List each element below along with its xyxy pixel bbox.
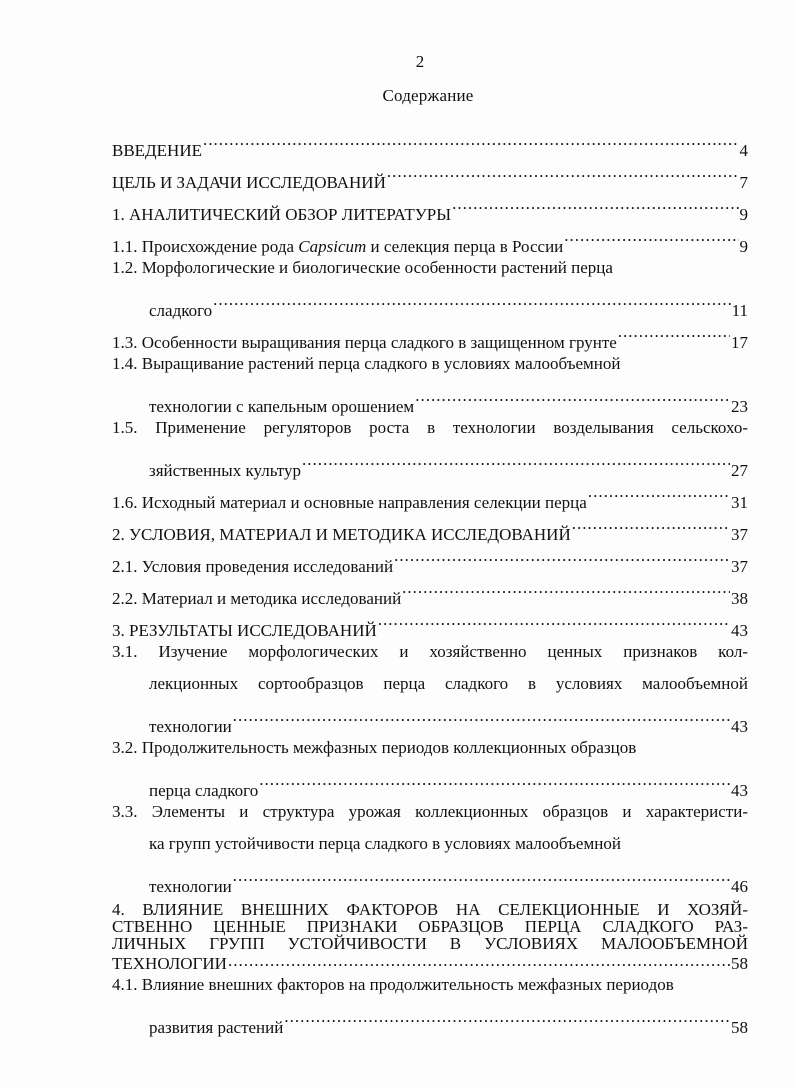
toc-entry-page: 9 (739, 237, 748, 256)
toc-entry-4-1[interactable] (112, 969, 748, 1037)
toc-entry-label-cont: ЛИЧНЫХ ГРУПП УСТОЙЧИВОСТИ В УСЛОВИЯХ МАЛООБЪЕМНОЙ (112, 934, 748, 953)
toc-entry-3-1[interactable] (112, 636, 748, 736)
toc-entry-label: 3.1. Изучение морфологических и хозяйственно ценных признаков кол- (112, 642, 748, 661)
toc-entry-label: ЦЕЛЬ И ЗАДАЧИ ИССЛЕДОВАНИЙ (112, 173, 386, 192)
toc-entry-label: 1.3. Особенности выращивания перца сладкого в защищенном грунте (112, 333, 617, 352)
toc-entry-page: 9 (739, 205, 748, 224)
toc-entry-label: 3. РЕЗУЛЬТАТЫ ИССЛЕДОВАНИЙ (112, 621, 377, 640)
toc-entry-label: 1.2. Морфологические и биологические особенности растений перца (112, 258, 613, 277)
toc-entry-1-6[interactable] (112, 476, 748, 512)
dot-leader (302, 444, 730, 476)
toc-entry-label-part: и селекция перца в России (366, 237, 564, 256)
toc-entry-label-cont: лекционных сортообразцов перца сладкого в условиях малообъемной (149, 674, 748, 693)
dot-leader (259, 764, 730, 796)
toc-entry-label: 2. УСЛОВИЯ, МАТЕРИАЛ И МЕТОДИКА ИССЛЕДОВАНИЙ (112, 525, 571, 544)
toc-entry-label: 2.2. Материал и методика исследований (112, 589, 402, 608)
dot-leader (588, 476, 730, 508)
toc-entry-1-2[interactable] (112, 252, 748, 320)
toc-entry-page: 11 (731, 301, 748, 320)
dot-leader (233, 860, 730, 892)
toc-entry-1-5[interactable] (112, 412, 748, 480)
toc-entry-label-cont: ка групп устойчивости перца сладкого в условиях малообъемной (149, 834, 621, 853)
toc-entry-label: 3.3. Элементы и структура урожая коллекционных образцов и характеристи- (112, 802, 748, 821)
dot-leader (284, 1001, 730, 1033)
dot-leader (415, 380, 730, 412)
toc-entry-page: 46 (731, 877, 748, 896)
toc-entry-page: 7 (739, 173, 748, 192)
toc-entry-3-3[interactable] (112, 796, 748, 896)
toc-entry-page: 37 (731, 557, 748, 576)
dot-leader (203, 124, 739, 156)
toc-entry-chapter-3[interactable] (112, 604, 748, 640)
toc-entry-label-cont: развития растений (149, 1018, 284, 1037)
dot-leader (378, 604, 730, 636)
toc-entry-label: 1.5. Применение регуляторов роста в технологии возделывания сельскохо- (112, 418, 748, 437)
toc-entry-page: 27 (731, 461, 748, 480)
toc-entry-goals[interactable] (112, 156, 748, 192)
toc-entry-page: 37 (731, 525, 748, 544)
toc-entry-page: 38 (731, 589, 748, 608)
toc-entry-page: 31 (731, 493, 748, 512)
page-title: Содержание (382, 86, 474, 105)
table-of-contents (112, 124, 748, 1037)
toc-entry-label: 4.1. Влияние внешних факторов на продолжительность межфазных периодов (112, 975, 674, 994)
toc-entry-2-2[interactable] (112, 572, 748, 608)
dot-leader (387, 156, 739, 188)
toc-entry-label: 2.1. Условия проведения исследований (112, 557, 394, 576)
toc-entry-chapter-1[interactable] (112, 188, 748, 224)
toc-entry-page: 17 (731, 333, 748, 352)
toc-entry-page: 58 (731, 1018, 748, 1037)
dot-leader (572, 508, 730, 540)
toc-entry-label-cont: технологии (149, 877, 232, 896)
toc-entry-1-4[interactable] (112, 348, 748, 416)
toc-entry-3-2[interactable] (112, 732, 748, 800)
dot-leader (213, 284, 730, 316)
toc-entry-label-cont: сладкого (149, 301, 213, 320)
toc-entry-label-cont: перца сладкого (149, 781, 259, 800)
toc-entry-label: ВВЕДЕНИЕ (112, 141, 202, 160)
toc-entry-label-cont: СТВЕННО ЦЕННЫЕ ПРИЗНАКИ ОБРАЗЦОВ ПЕРЦА СЛАДКОГО РАЗ- (112, 917, 748, 936)
toc-entry-chapter-4[interactable] (112, 900, 748, 973)
toc-entry-page: 43 (731, 717, 748, 736)
dot-leader (228, 952, 730, 969)
toc-entry-2-1[interactable] (112, 540, 748, 576)
toc-entry-page: 43 (731, 781, 748, 800)
toc-entry-label: 1.6. Исходный материал и основные направления селекции перца (112, 493, 587, 512)
toc-entry-label-cont: ТЕХНОЛОГИИ (112, 954, 227, 973)
toc-entry-label: 3.2. Продолжительность межфазных периодов коллекционных образцов (112, 738, 637, 757)
toc-entry-introduction[interactable] (112, 124, 748, 160)
dot-leader (618, 316, 730, 348)
dot-leader (394, 540, 730, 572)
toc-entry-label-part: 1.1. Происхождение рода (112, 237, 299, 256)
genus-name: Capsicum (298, 237, 367, 256)
toc-entry-label-cont: технологии с капельным орошением (149, 397, 415, 416)
toc-entry-1-1[interactable] (112, 220, 748, 256)
toc-entry-label-cont: зяйственных культур (149, 461, 302, 480)
toc-entry-page: 58 (731, 954, 748, 973)
toc-entry-label-cont: технологии (149, 717, 232, 736)
dot-leader (402, 572, 730, 604)
toc-entry-page: 23 (731, 397, 748, 416)
toc-entry-page: 4 (739, 141, 748, 160)
toc-entry-page: 43 (731, 621, 748, 640)
toc-entry-chapter-2[interactable] (112, 508, 748, 544)
dot-leader (233, 700, 730, 732)
toc-entry-label: 1. АНАЛИТИЧЕСКИЙ ОБЗОР ЛИТЕРАТУРЫ (112, 205, 452, 224)
dot-leader (564, 220, 738, 252)
toc-entry-label: 1.4. Выращивание растений перца сладкого в условиях малообъемной (112, 354, 621, 373)
dot-leader (452, 188, 738, 220)
toc-entry-label: 4. ВЛИЯНИЕ ВНЕШНИХ ФАКТОРОВ НА СЕЛЕКЦИОННЫЕ И ХОЗЯЙ- (112, 900, 748, 919)
page-number: 2 (415, 52, 425, 71)
toc-entry-1-3[interactable] (112, 316, 748, 352)
